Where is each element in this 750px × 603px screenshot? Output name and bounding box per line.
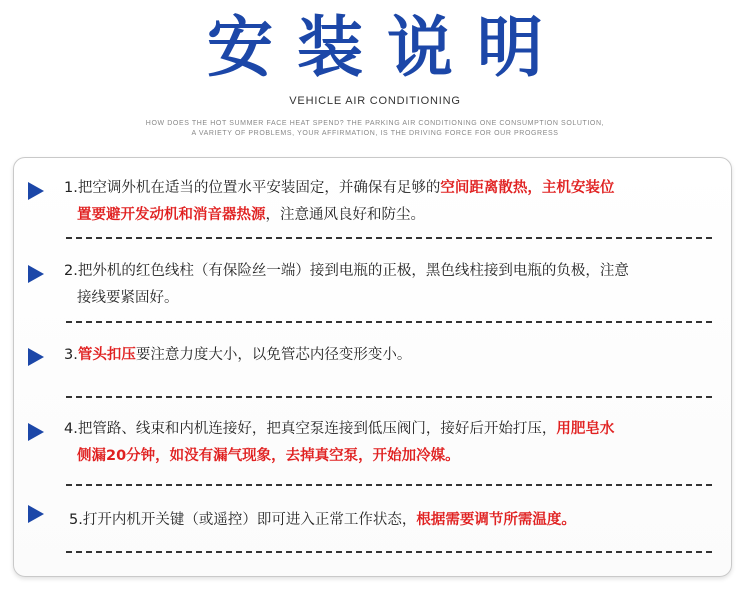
step-2-normal-a: 2.把外机的红色线柱（有保险丝一端）接到电瓶的正极，黑色线柱接到电瓶的负极，注意 <box>64 263 629 279</box>
step-3-highlight: 管头扣压 <box>77 347 136 363</box>
step-2-line-2 <box>64 285 726 312</box>
step-5-text <box>69 507 731 534</box>
step-2-normal-b: 接线要紧固好。 <box>77 290 179 306</box>
divider <box>66 321 712 323</box>
page-subtitle: VEHICLE AIR CONDITIONING <box>289 95 461 107</box>
step-4-normal: 4.把管路、线束和内机连接好，把真空泵连接到低压阀门，接好后开始打压， <box>64 421 557 437</box>
step-4-text <box>64 416 726 470</box>
step-1-normal-a: 1.把空调外机在适当的位置水平安装固定，并确保有足够的 <box>64 180 441 196</box>
step-1-normal-b: ，注意通风良好和防尘。 <box>265 207 425 223</box>
play-arrow-icon <box>28 348 44 366</box>
divider <box>66 484 712 486</box>
step-4-highlight-a: 用肥皂水 <box>556 421 615 437</box>
play-arrow-icon <box>28 423 44 441</box>
page-title: 安装说明 <box>207 9 567 86</box>
play-arrow-icon <box>28 505 44 523</box>
instructions-panel <box>13 157 732 577</box>
step-5-highlight: 根据需要调节所需温度。 <box>416 512 576 528</box>
tagline-line-2: A VARIETY OF PROBLEMS, YOUR AFFIRMATION, IS THE DRIVING FORCE FOR OUR PROGRESS <box>191 130 559 137</box>
step-3-normal: 要注意力度大小，以免管芯内径变形变小。 <box>135 347 412 363</box>
step-3-number: 3. <box>64 347 78 363</box>
step-5-normal: 5.打开内机开关键（或遥控）即可进入正常工作状态， <box>69 512 417 528</box>
step-1-highlight-b: 置要避开发动机和消音器热源 <box>77 207 266 223</box>
divider <box>66 237 712 239</box>
divider <box>66 551 712 553</box>
tagline-line-1: HOW DOES THE HOT SUMMER FACE HEAT SPEND? THE PARKING AIR CONDITIONING ONE CONSUMPTION SOLUTION, <box>145 120 605 127</box>
step-1-line-2 <box>64 202 726 229</box>
step-3-text <box>64 342 726 369</box>
step-4-highlight-b: 侧漏20分钟，如没有漏气现象，去掉真空泵，开始加冷媒。 <box>77 448 460 464</box>
play-arrow-icon <box>28 182 44 200</box>
step-2-text <box>64 258 726 312</box>
divider <box>66 396 712 398</box>
play-arrow-icon <box>28 265 44 283</box>
step-1-highlight-a: 空间距离散热，主机安装位 <box>440 180 615 196</box>
step-1-text <box>64 175 726 229</box>
